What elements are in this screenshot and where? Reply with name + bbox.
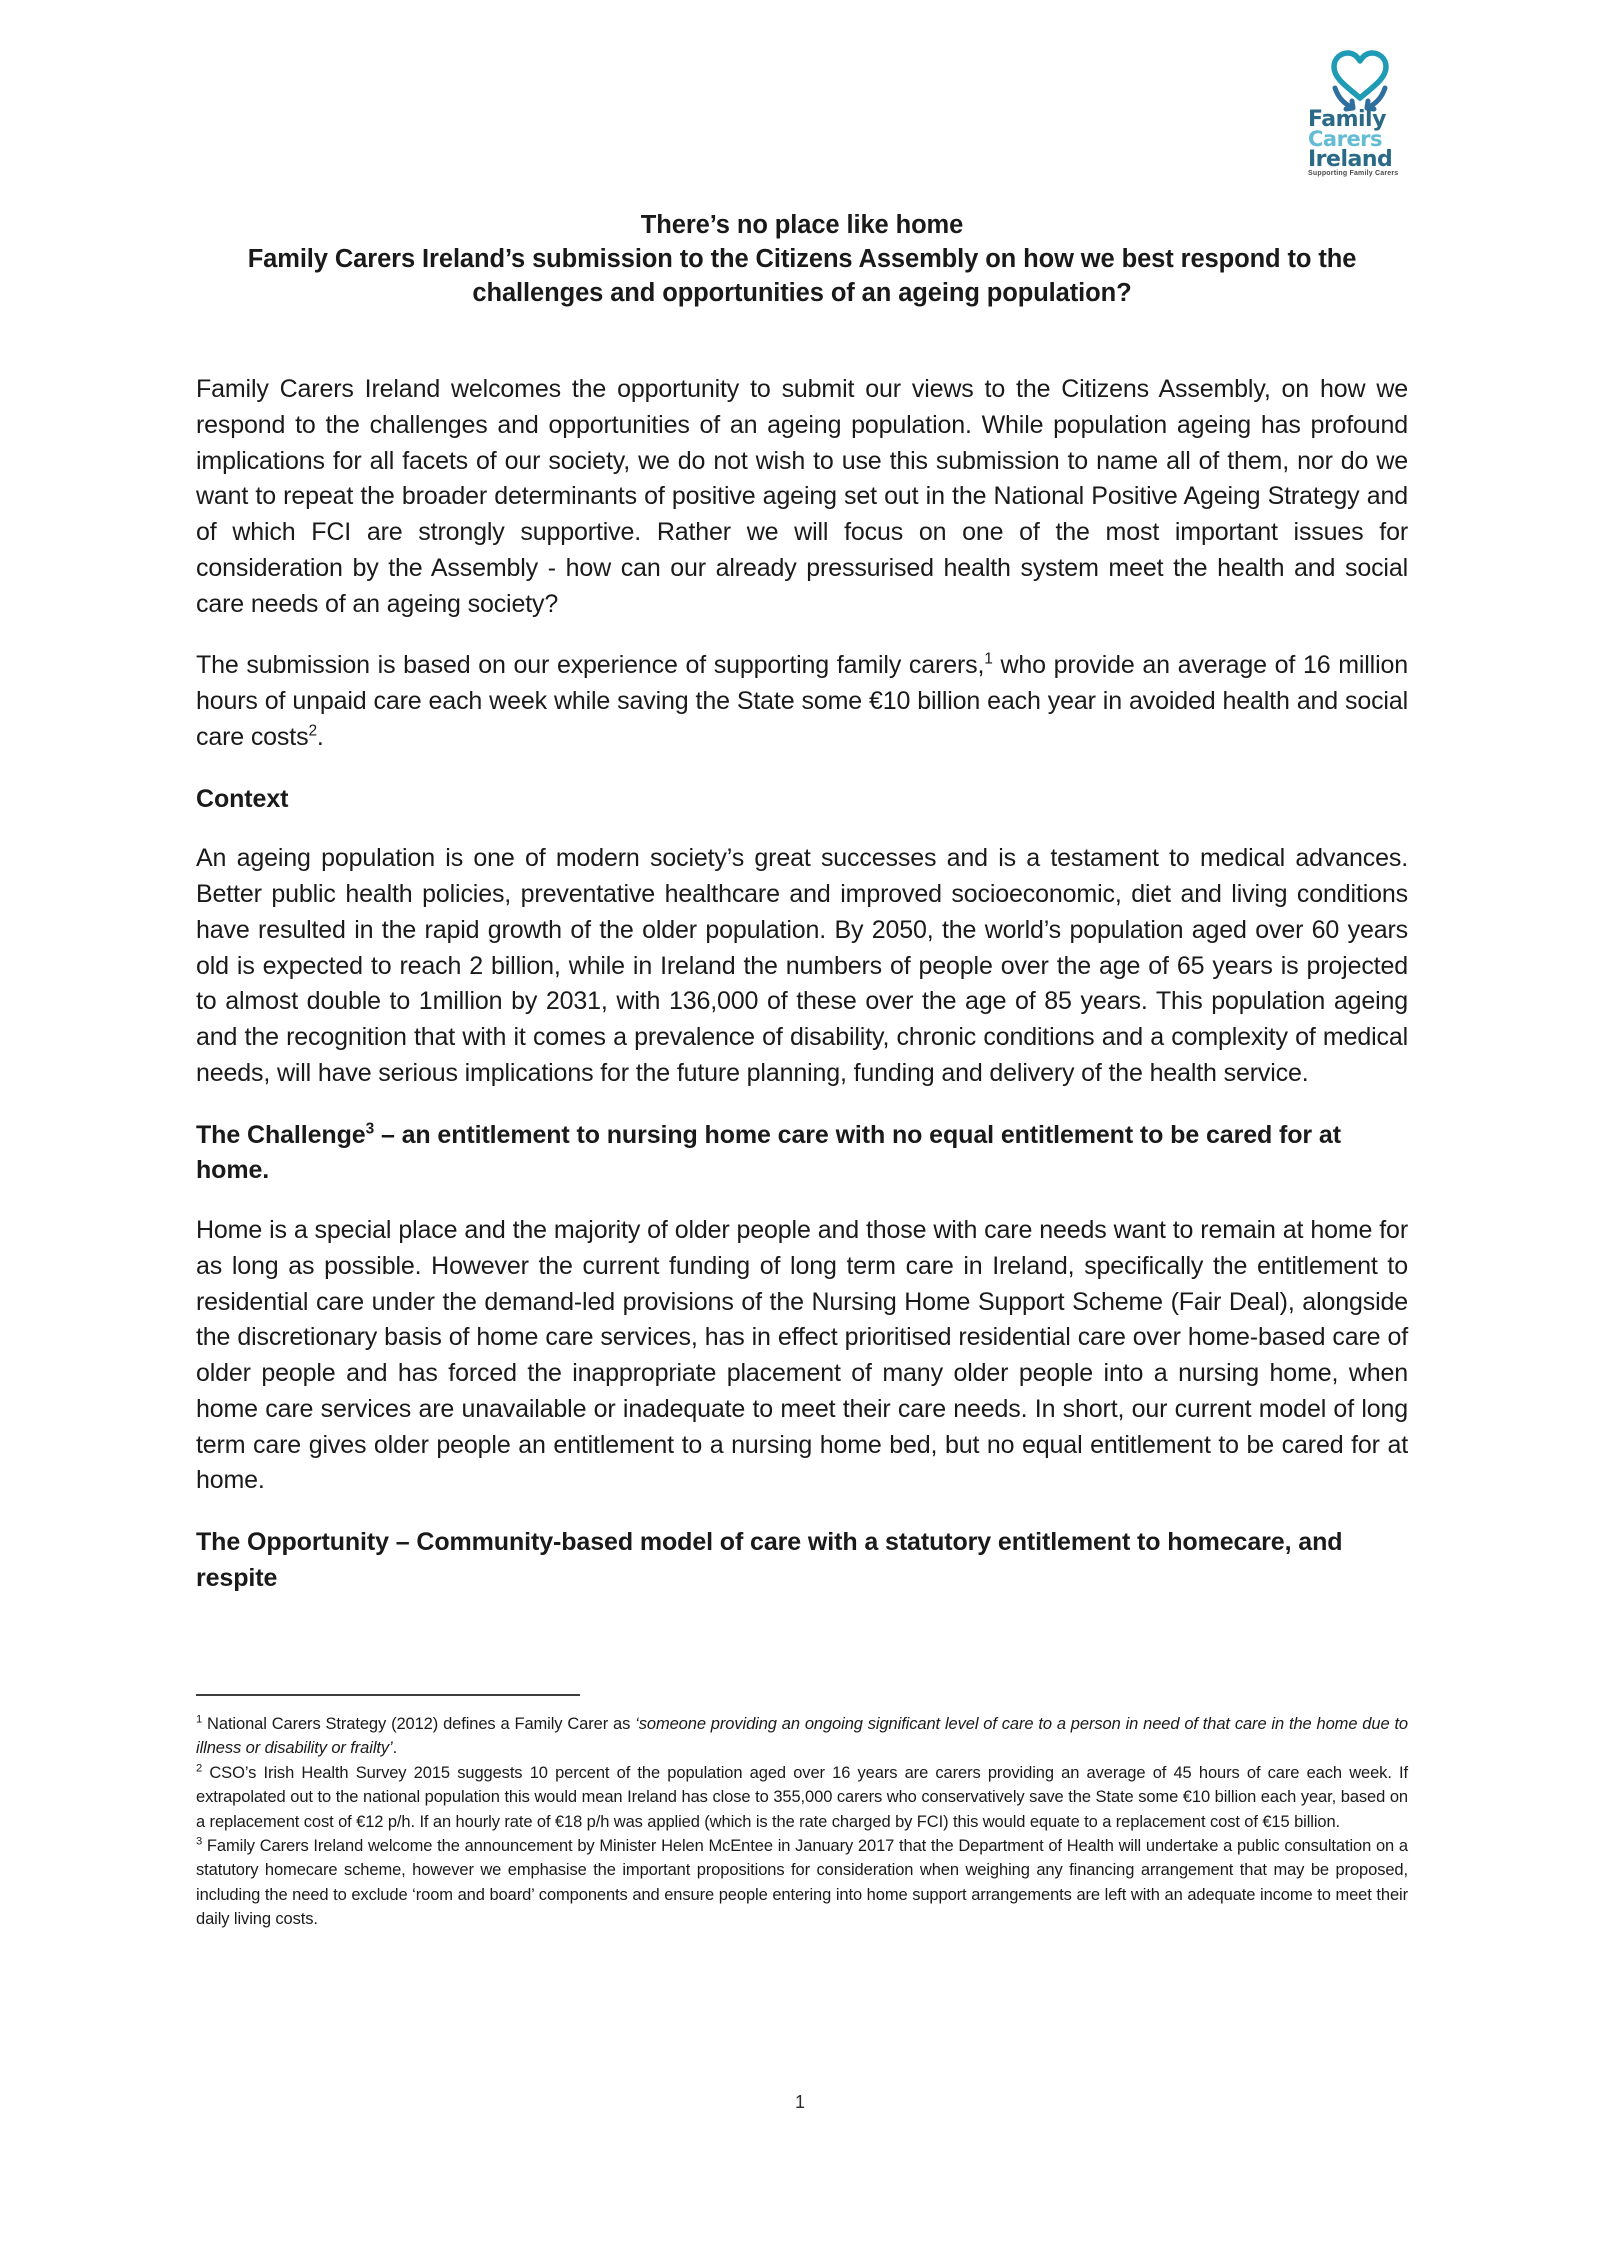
paragraph-submission-basis-part-3: . [316, 722, 324, 751]
page-number: 1 [794, 2092, 805, 2112]
title-line-1: There’s no place like home [640, 211, 964, 239]
document-body [196, 372, 1408, 1621]
footnote-3-number: 3 [196, 1835, 203, 1848]
logo-line-carers: Carers [1308, 127, 1383, 152]
footnote-2 [196, 1761, 1408, 1834]
heading-the-challenge [196, 1118, 1408, 1190]
logo-line-family: Family [1308, 107, 1386, 132]
footnote-1-number: 1 [196, 1713, 203, 1726]
document-title [196, 208, 1408, 310]
heading-the-opportunity: The Opportunity – Community-based model of care with a statutory entitlement to homecare, and respite [196, 1528, 1343, 1592]
paragraph-submission-basis [196, 648, 1408, 755]
logo-tagline: Supporting Family Carers [1308, 169, 1399, 177]
paragraph-challenge: Home is a special place and the majority of older people and those with care needs want to remain at home for as long as possible. However the current funding of long term care in Ireland, specifically the entitlement to residential care under the demand-led provisions of the Nursing Home Support Scheme (Fair Deal), alongside the discretionary basis of home care services, has in effect prioritised residential care over home-based care of older people and has forced the inappropriate placement of many older people into a nursing home, when home care services are unavailable or inadequate to meet their care needs. In short, our current model of long term care gives older people an entitlement to a nursing home bed, but no equal entitlement to be cared for at home. [196, 1216, 1408, 1495]
heart-hands-icon [1322, 48, 1398, 116]
logo-line-ireland: Ireland [1308, 146, 1393, 172]
paragraph-context: An ageing population is one of modern society’s great successes and is a testament to medical advances. Better public health policies, preventative healthcare and improved socioeconomic, diet and living conditions have resulted in the rapid growth of the older population. By 2050, the world’s population aged over 60 years old is expected to reach 2 billion, while in Ireland the numbers of people over the age of 65 years is projected to almost double to 1million by 2031, with 136,000 of these over the age of 85 years. This population ageing and the recognition that with it comes a prevalence of disability, chronic conditions and a complexity of medical needs, will have serious implications for the future planning, funding and delivery of the health service. [196, 844, 1408, 1087]
footnote-1-text-part-1: National Carers Strategy (2012) defines a Family Carer as [202, 1715, 636, 1733]
paragraph-intro: Family Carers Ireland welcomes the opportunity to submit our views to the Citizens Assembly, on how we respond to the challenges and opportunities of an ageing population. While population ageing has profound implications for all facets of our society, we do not wish to use this submission to name all of them, nor do we want to repeat the broader determinants of positive ageing set out in the National Positive Ageing Strategy and of which FCI are strongly supportive. Rather we will focus on one of the most important issues for consideration by the Assembly - how can our already pressurised health system meet the health and social care needs of an ageing society? [196, 375, 1408, 618]
footnote-3 [196, 1834, 1408, 1932]
footnote-separator [196, 1694, 580, 1696]
footnote-marker-2[interactable]: 2 [308, 722, 317, 740]
footnote-1-quote: ‘someone providing an ongoing significant level of care to a person in need of that care in the home due to illness or disability or frailty’ [196, 1715, 1409, 1758]
footnote-3-text: Family Carers Ireland welcome the announcement by Minister Helen McEntee in January 2017 that the Department of Health will undertake a public consultation on a statutory homecare scheme, however we emphasise the important propositions for consideration when weighing any financing arrangement that may be proposed, including the need to exclude ‘room and board’ components and ensure people entering into home support arrangements are left with an adequate income to meet their daily living costs. [196, 1837, 1408, 1929]
family-carers-ireland-logo [1308, 48, 1412, 188]
footnote-2-text: CSO’s Irish Health Survey 2015 suggests 10 percent of the population aged over 16 years are carers providing an average of 45 hours of care each week. If extrapolated out to the national population this would mean Ireland has close to 355,000 carers who conservatively save the State some €10 billion each year, based on a replacement cost of €12 p/h. If an hourly rate of €18 p/h was applied (which is the rate charged by FCI) this would equate to a replacement cost of €15 billion. [196, 1763, 1408, 1831]
heading-the-challenge-part-1: The Challenge [196, 1120, 366, 1149]
footnote-1 [196, 1712, 1408, 1761]
heading-the-challenge-part-2: – an entitlement to nursing home care with no equal entitlement to be cared for at home. [196, 1120, 1341, 1185]
title-line-3: challenges and opportunities of an ageing population? [472, 279, 1132, 308]
heading-context: Context [196, 784, 289, 813]
footnote-marker-1[interactable]: 1 [984, 650, 993, 668]
paragraph-submission-basis-part-1: The submission is based on our experience of supporting family carers, [196, 651, 985, 680]
footnote-marker-3[interactable]: 3 [365, 1120, 375, 1138]
title-line-2: Family Carers Ireland’s submission to the Citizens Assembly on how we best respond to the [247, 245, 1357, 274]
footnote-2-number: 2 [196, 1762, 203, 1775]
footnote-list [196, 1712, 1408, 1932]
footnote-1-text-part-2: . [392, 1739, 398, 1758]
logo-wordmark [1308, 107, 1412, 177]
paragraph-submission-basis-part-2: who provide an average of 16 million hours of unpaid care each week while saving the State some €10 billion each year in avoided health and social care costs [196, 651, 1408, 751]
